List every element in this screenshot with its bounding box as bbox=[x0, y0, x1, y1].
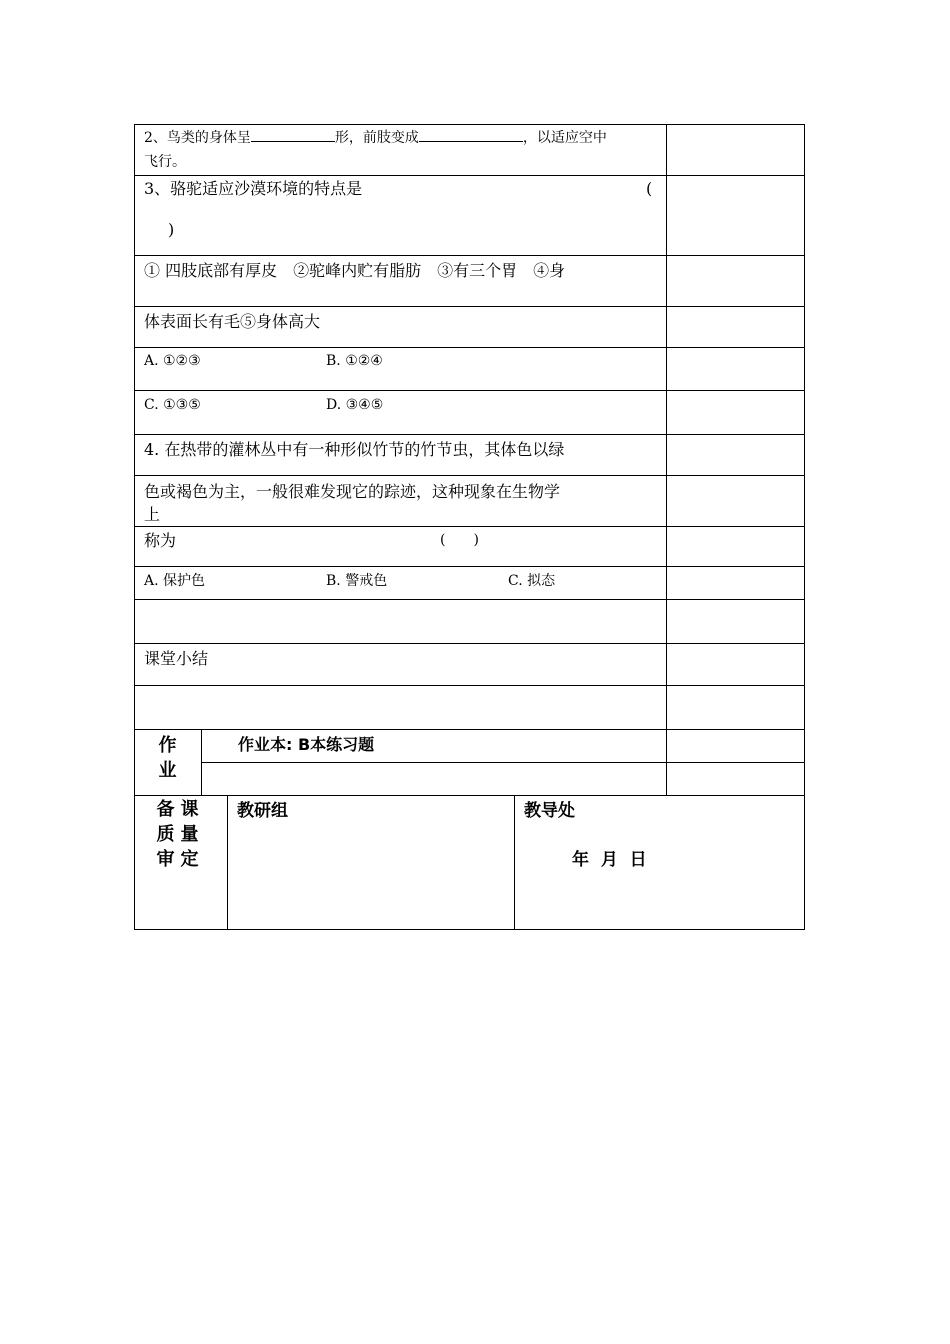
row-line bbox=[134, 599, 805, 600]
question-3-choice-d: D. ③④⑤ bbox=[326, 397, 384, 413]
row-line bbox=[134, 175, 805, 176]
row-line bbox=[134, 255, 805, 256]
question-4-line-3: 上 bbox=[144, 505, 161, 524]
question-3-paren-open: ( bbox=[646, 179, 653, 198]
right-column-divider bbox=[666, 124, 667, 796]
review-label-2: 质量 bbox=[156, 824, 205, 845]
row-line bbox=[134, 526, 805, 527]
question-2-line-1 bbox=[144, 127, 607, 149]
row-line bbox=[134, 566, 805, 567]
homework-label-1: 作 bbox=[158, 735, 177, 756]
summary-label: 课堂小结 bbox=[144, 649, 209, 668]
homework-label-divider bbox=[201, 729, 202, 795]
question-3-options-line-1: ① 四肢底部有厚皮 ②驼峰内贮有脂肪 ③有三个胃 ④身 bbox=[144, 261, 566, 280]
row-line bbox=[134, 390, 805, 391]
review-label-1: 备课 bbox=[156, 799, 205, 820]
row-line bbox=[134, 685, 805, 686]
question-3-choice-b: B. ①②④ bbox=[326, 353, 383, 369]
review-label bbox=[134, 797, 227, 872]
q2-mid: 形，前肢变成 bbox=[334, 130, 419, 146]
row-line bbox=[134, 475, 805, 476]
question-4-choice-c: C. 拟态 bbox=[508, 573, 556, 589]
question-4-line-2: 色或褐色为主，一般很难发现它的踪迹，这种现象在生物学 bbox=[144, 482, 561, 501]
homework-inner-line bbox=[201, 762, 805, 763]
question-3-options-line-2: 体表面长有毛⑤身体高大 bbox=[144, 312, 321, 331]
review-label-divider bbox=[227, 795, 228, 930]
question-3-choice-a: A. ①②③ bbox=[144, 353, 201, 369]
row-line bbox=[134, 643, 805, 644]
question-4-choice-a: A. 保护色 bbox=[144, 573, 206, 589]
question-4-choice-b: B. 警戒色 bbox=[326, 573, 388, 589]
question-3-stem: 3、骆驼适应沙漠环境的特点是 bbox=[144, 179, 363, 198]
homework-content: 作业本: B本练习题 bbox=[238, 735, 375, 754]
homework-label bbox=[134, 733, 201, 783]
row-line bbox=[134, 729, 805, 730]
table-outer-border bbox=[134, 124, 805, 930]
review-label-3: 审定 bbox=[156, 849, 205, 870]
review-group-label: 教研组 bbox=[237, 801, 288, 821]
question-2-line-2: 飞行。 bbox=[144, 154, 186, 170]
q2-blank-1 bbox=[251, 127, 335, 142]
homework-label-2: 业 bbox=[158, 760, 177, 781]
row-line bbox=[134, 306, 805, 307]
review-date: 年 月 日 bbox=[572, 850, 647, 870]
question-4-line-4: 称为 bbox=[144, 531, 177, 550]
question-4-paren: ( ) bbox=[440, 532, 479, 548]
row-line bbox=[134, 795, 805, 796]
review-mid-divider bbox=[514, 795, 515, 930]
row-line bbox=[134, 434, 805, 435]
q2-blank-2 bbox=[419, 127, 523, 142]
q2-prefix: 2、鸟类的身体呈 bbox=[144, 130, 251, 146]
question-3-choice-c: C. ①③⑤ bbox=[144, 397, 201, 413]
review-office-label: 教导处 bbox=[524, 801, 575, 821]
question-4-line-1: 4. 在热带的灌林丛中有一种形似竹节的竹节虫，其体色以绿 bbox=[144, 440, 565, 459]
row-line bbox=[134, 347, 805, 348]
q2-suffix: ，以适应空中 bbox=[522, 130, 607, 146]
question-3-paren-close: ) bbox=[168, 220, 175, 239]
